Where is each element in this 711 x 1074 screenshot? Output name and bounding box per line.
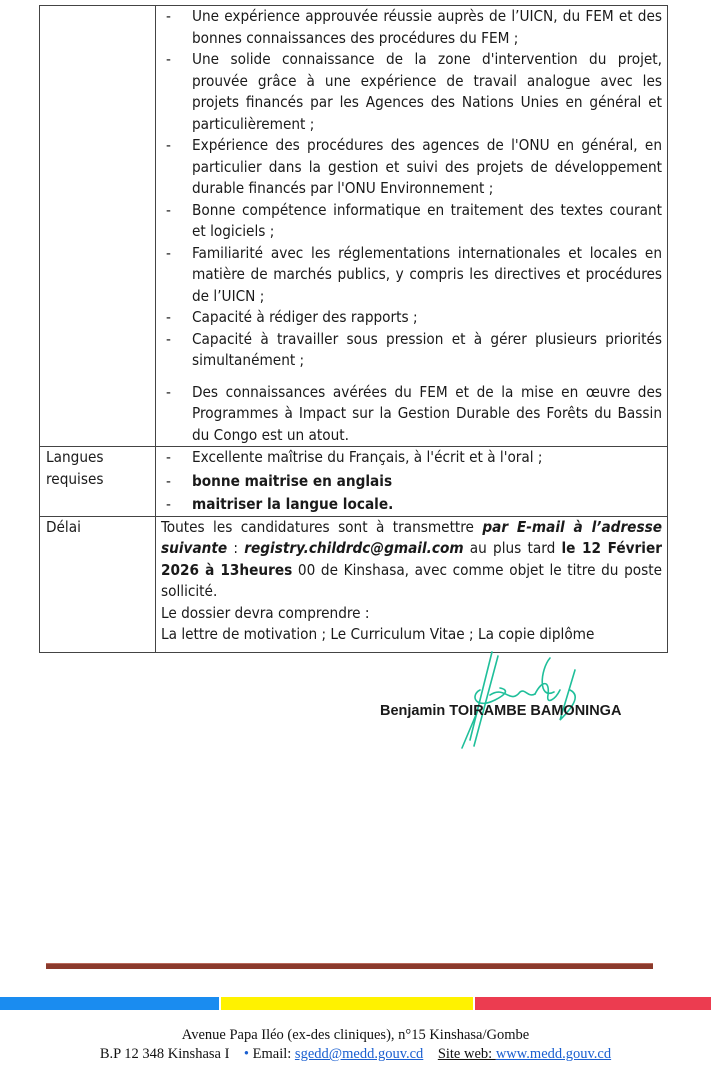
text: :: [227, 539, 245, 557]
deadline-date: le 12 Février 2026 à 13heures: [161, 539, 662, 579]
delai-label: Délai: [40, 516, 156, 652]
competences-row: [40, 6, 668, 447]
competences-label-cell: [40, 6, 156, 447]
dossier-title: Le dossier devra comprendre :: [161, 603, 370, 622]
bold-text: maitriser la langue locale.: [192, 495, 394, 513]
footer-contact: [0, 1046, 711, 1063]
text: au plus tard: [463, 539, 562, 557]
signature-icon: [450, 650, 610, 750]
footer-divider: [46, 963, 653, 969]
list-item: - Une expérience approuvée réussie auprès de l’UICN, du FEM et des bonnes connaissances des procédures du FEM ;: [192, 6, 662, 49]
list-item: - Bonne compétence informatique en traitement des textes courant et logiciels ;: [192, 200, 662, 243]
signatory-name: Benjamin TOIRAMBE BAMONINGA: [380, 703, 622, 719]
list-item: - Expérience des procédures des agences de l'ONU en général, en particulier dans la gestion et suivi des projets de développement durable financés par l'ONU Environnement ;: [192, 135, 662, 200]
email-label: Email:: [252, 1046, 295, 1062]
footer-address: Avenue Papa Iléo (ex-des cliniques), n°15 Kinshasa/Gombe: [181, 1027, 530, 1043]
competences-list: [161, 6, 662, 446]
competences-content-cell: [156, 6, 668, 447]
bullet-icon: •: [243, 1046, 249, 1062]
flag-bar-yellow: [221, 997, 473, 1010]
text: Toutes les candidatures sont à transmettre: [161, 517, 483, 536]
site-label: Site web:: [437, 1046, 496, 1062]
langues-content-cell: [156, 447, 668, 517]
list-item: - Des connaissances avérées du FEM et de la mise en œuvre des Programmes à Impact sur la Gestion Durable des Forêts du Bassin du Congo est un atout.: [192, 382, 662, 447]
delai-content-cell: [156, 516, 668, 652]
footer-site-link[interactable]: www.medd.gouv.cd: [495, 1046, 612, 1062]
list-item: - Familiarité avec les réglementations internationales et locales en matière de marchés publics, y compris les directives et procédures de l’UICN ;: [192, 243, 662, 308]
bold-text: bonne maitrise en anglais: [192, 471, 393, 490]
delai-paragraph: [161, 517, 662, 603]
emphasis-text: par E-mail à l’adresse suivante: [161, 517, 662, 557]
list-item: - Capacité à travailler sous pression et à gérer plusieurs priorités simultanément ;: [192, 329, 662, 372]
requirements-table: [39, 5, 668, 653]
list-item: - Excellente maîtrise du Français, à l'écrit et à l'oral ;: [192, 447, 662, 469]
footer-bp: B.P 12 348 Kinshasa I: [99, 1046, 230, 1062]
list-item: [192, 471, 662, 493]
list-item: - Une solide connaissance de la zone d'intervention du projet, prouvée grâce à une expérience de travail analogue avec les projets financés par les Agences des Nations Unies en général et particulièrement ;: [192, 49, 662, 135]
flag-bar-red: [475, 997, 711, 1010]
langues-list: [161, 447, 662, 516]
footer-email-link[interactable]: sgedd@medd.gouv.cd: [294, 1046, 424, 1062]
list-item: [192, 494, 662, 516]
langues-label: Langues requises: [40, 447, 156, 517]
flag-bar-blue: [0, 997, 219, 1010]
langues-row: [40, 447, 668, 517]
delai-row: [40, 516, 668, 652]
list-item: - Capacité à rédiger des rapports ;: [192, 307, 662, 329]
text: 00 de Kinshasa, avec comme objet le titre du poste sollicité.: [161, 560, 662, 600]
application-email[interactable]: registry.childrdc@gmail.com: [244, 539, 464, 557]
dossier-items: La lettre de motivation ; Le Curriculum Vitae ; La copie diplôme: [161, 625, 595, 643]
